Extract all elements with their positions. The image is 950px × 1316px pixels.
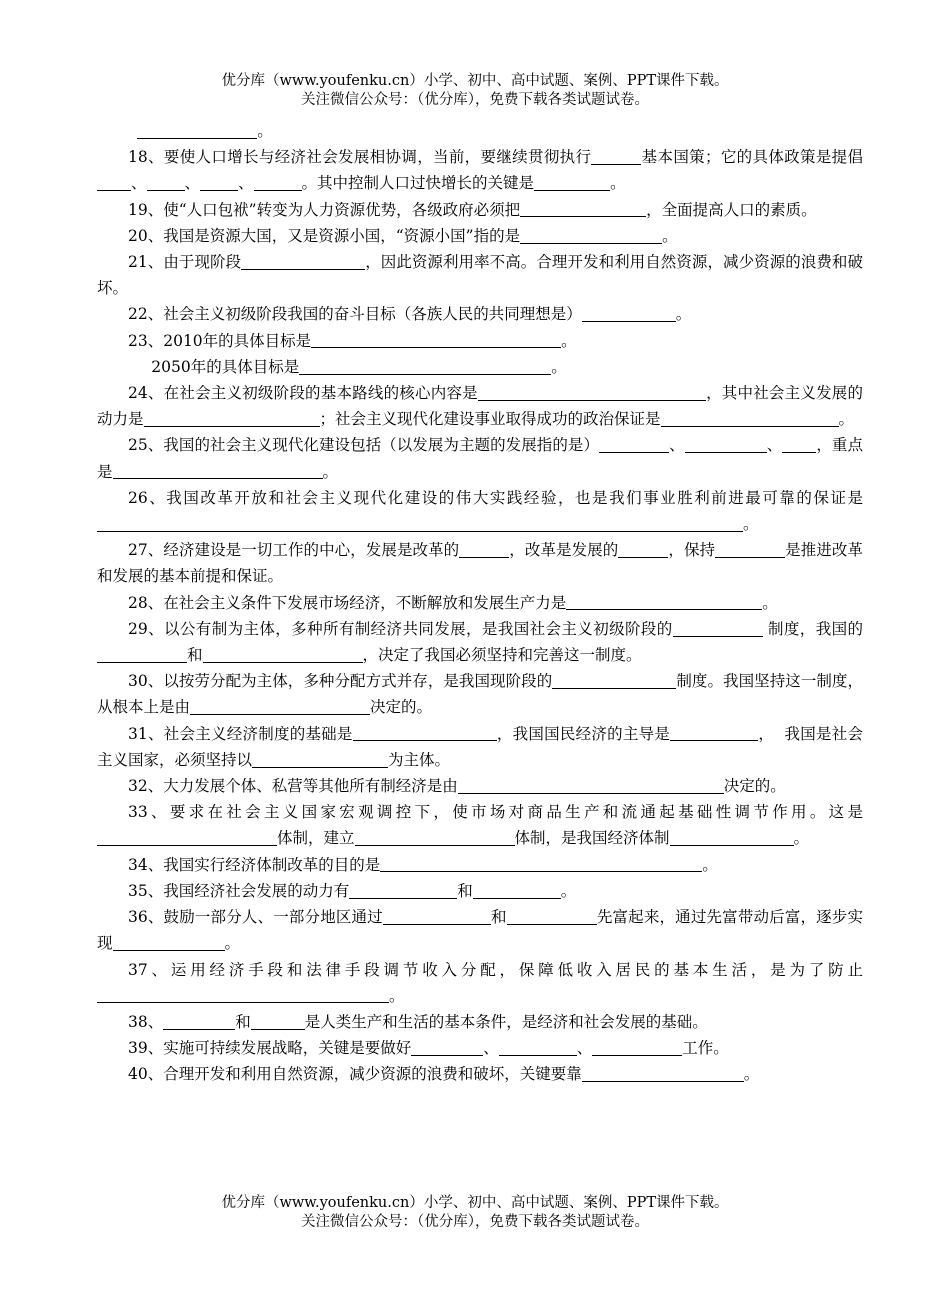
- question-text: 28、在社会主义条件下发展市场经济，不断解放和发展生产力是: [128, 593, 567, 612]
- header-line-2: 关注微信公众号：（优分库），免费下载各类试题试卷。: [301, 92, 649, 108]
- question-q24: [97, 380, 863, 432]
- question-text: ，我国国民经济的主导是: [496, 724, 671, 743]
- answer-blank[interactable]: [520, 226, 662, 243]
- question-list: [97, 118, 863, 1088]
- answer-blank[interactable]: [349, 881, 457, 898]
- answer-blank[interactable]: [520, 200, 646, 217]
- question-text: ，其中社会主义发展的动力是: [97, 384, 863, 429]
- answer-blank[interactable]: [473, 881, 561, 898]
- answer-blank[interactable]: [97, 829, 277, 846]
- answer-blank[interactable]: [97, 986, 389, 1003]
- footer-line-1: 优分库（www.youfenku.cn）小学、初中、高中试题、案例、PPT课件下载。: [221, 1195, 729, 1211]
- answer-blank[interactable]: [241, 253, 365, 270]
- answer-blank[interactable]: [251, 1012, 305, 1029]
- question-text: 。其中控制人口过快增长的关键是: [301, 174, 535, 193]
- question-text: 。: [561, 331, 577, 350]
- question-text: 、: [576, 1039, 593, 1058]
- answer-blank[interactable]: [552, 672, 676, 689]
- question-text: 、: [238, 174, 254, 193]
- answer-blank[interactable]: [252, 750, 388, 767]
- question-text: 32、大力发展个体、私营等其他所有制经济是由: [128, 777, 458, 796]
- answer-blank[interactable]: [203, 646, 363, 663]
- answer-blank[interactable]: [200, 174, 238, 191]
- answer-blank[interactable]: [582, 1065, 744, 1082]
- question-text: 、: [669, 436, 685, 455]
- question-q28: [97, 590, 863, 616]
- page-footer: [0, 1194, 950, 1232]
- answer-blank[interactable]: [670, 724, 758, 741]
- question-text: 制度，我国的: [762, 619, 863, 638]
- question-text: 是人类生产和生活的基本条件，是经济和社会发展的基础。: [304, 1012, 708, 1031]
- question-q36: [97, 904, 863, 956]
- question-text: 为主体。: [388, 750, 451, 769]
- question-text: 38、: [128, 1012, 164, 1031]
- question-text: 。: [551, 357, 567, 376]
- question-text: 。: [743, 515, 759, 534]
- question-text: 34、我国实行经济体制改革的目的是: [128, 855, 381, 874]
- question-q31: [97, 721, 863, 773]
- question-q18: [97, 144, 863, 196]
- question-q37: [97, 957, 863, 1009]
- question-text: 。: [560, 881, 577, 900]
- answer-blank[interactable]: [591, 148, 641, 165]
- question-q34: [97, 852, 863, 878]
- question-text: 21、由于现阶段: [128, 253, 242, 272]
- question-text: 工作。: [682, 1039, 729, 1058]
- answer-blank[interactable]: [190, 698, 370, 715]
- answer-blank[interactable]: [113, 934, 225, 951]
- answer-blank[interactable]: [685, 436, 767, 453]
- question-q26: [97, 485, 863, 537]
- header-line-1: 优分库（www.youfenku.cn）小学、初中、高中试题、案例、PPT课件下载。: [221, 73, 729, 89]
- answer-blank[interactable]: [97, 174, 131, 191]
- question-text: 。: [224, 934, 241, 953]
- answer-blank[interactable]: [299, 357, 551, 374]
- answer-blank[interactable]: [97, 515, 743, 532]
- question-text: 。: [610, 174, 626, 193]
- question-text: 23、2010年的具体目标是: [128, 331, 312, 350]
- answer-blank[interactable]: [97, 646, 187, 663]
- question-text: 决定的。: [370, 698, 433, 717]
- answer-blank[interactable]: [254, 174, 302, 191]
- question-text: 。: [257, 122, 273, 140]
- answer-blank[interactable]: [163, 1012, 235, 1029]
- question-q30: [97, 668, 863, 720]
- question-text: 20、我国是资源大国，又是资源小国，“资源小国”指的是: [128, 226, 521, 245]
- question-text: 体制，建立: [277, 829, 355, 848]
- answer-blank[interactable]: [113, 462, 323, 479]
- question-text: 体制，是我国经济体制: [514, 829, 670, 848]
- answer-blank[interactable]: [459, 541, 509, 558]
- question-text: 决定的。: [723, 777, 786, 796]
- question-text: 。: [675, 305, 692, 324]
- question-q33: [97, 799, 863, 851]
- question-q23b: [97, 354, 863, 380]
- question-text: 31、社会主义经济制度的基础是: [128, 724, 353, 743]
- question-text: 35、我国经济社会发展的动力有: [128, 881, 350, 900]
- answer-blank[interactable]: [137, 122, 257, 139]
- question-text: 。: [389, 986, 405, 1005]
- question-text: ，重点是: [97, 436, 863, 481]
- question-text: 。: [743, 1065, 760, 1084]
- question-text: 29、以公有制为主体，多种所有制经济共同发展，是我国社会主义初级阶段的: [128, 619, 673, 638]
- answer-blank[interactable]: [147, 174, 185, 191]
- question-text: 。: [662, 226, 678, 245]
- question-q38: [97, 1009, 863, 1035]
- question-text: 30、以按劳分配为主体，多种分配方式并存，是我国现阶段的: [128, 672, 553, 691]
- answer-blank[interactable]: [411, 1039, 483, 1056]
- question-text: 33、要求在社会主义国家宏观调控下，使市场对商品生产和流通起基础性调节作用。这是: [128, 803, 863, 822]
- answer-blank[interactable]: [582, 305, 676, 322]
- question-text: 。: [762, 593, 778, 612]
- question-text: 和: [187, 646, 203, 665]
- question-text: 26、我国改革开放和社会主义现代化建设的伟大实践经验，也是我们事业胜利前进最可靠的保证是: [128, 488, 863, 507]
- question-text: 和: [490, 908, 507, 927]
- question-text: 。: [838, 410, 855, 429]
- question-text: 18、要使人口增长与经济社会发展相协调，当前，要继续贯彻执行: [128, 148, 592, 167]
- answer-blank[interactable]: [782, 436, 816, 453]
- question-q25: [97, 432, 863, 484]
- answer-blank[interactable]: [383, 908, 491, 925]
- question-text: ；社会主义现代化建设事业取得成功的政治保证是: [319, 410, 661, 429]
- question-q22: [97, 301, 863, 327]
- question-text: 、: [483, 1039, 499, 1058]
- question-q32: [97, 773, 863, 799]
- answer-blank[interactable]: [618, 541, 668, 558]
- question-q27: [97, 537, 863, 589]
- answer-blank[interactable]: [311, 331, 561, 348]
- question-text: 制度。我国坚持这一制度，从根本上是由: [97, 672, 863, 717]
- question-q35: [97, 878, 863, 904]
- question-text: 是推进改革和发展的基本前提和保证。: [97, 541, 863, 586]
- question-q23a: [97, 328, 863, 354]
- question-q17-tail: [97, 118, 863, 144]
- answer-blank[interactable]: [599, 436, 669, 453]
- answer-blank[interactable]: [534, 174, 610, 191]
- answer-blank[interactable]: [670, 829, 794, 846]
- question-text: 基本国策；它的具体政策是提倡: [641, 148, 863, 167]
- question-text: 和: [235, 1012, 251, 1031]
- page-header: [0, 72, 950, 110]
- question-text: ，保持: [668, 541, 716, 560]
- question-text: ，决定了我国必须坚持和完善这一制度。: [362, 646, 642, 665]
- question-q20: [97, 223, 863, 249]
- question-q19: [97, 197, 863, 223]
- question-text: 27、经济建设是一切工作的中心，发展是改革的: [128, 541, 460, 560]
- question-text: 先富起来，通过先富带动后富，逐步实现: [97, 908, 863, 953]
- answer-blank[interactable]: [507, 908, 597, 925]
- question-q21: [97, 249, 863, 301]
- question-text: 。: [322, 462, 339, 481]
- answer-blank[interactable]: [458, 777, 724, 794]
- footer-line-2: 关注微信公众号：（优分库），免费下载各类试题试卷。: [301, 1214, 649, 1230]
- question-q39: [97, 1035, 863, 1061]
- question-q29: [97, 616, 863, 668]
- answer-blank[interactable]: [380, 855, 702, 872]
- question-text: 2050年的具体目标是: [151, 357, 300, 376]
- answer-blank[interactable]: [353, 724, 497, 741]
- question-text: ，改革是发展的: [509, 541, 619, 560]
- question-text: ， 我国是社会主义国家，必须坚持以: [97, 724, 863, 769]
- answer-blank[interactable]: [355, 829, 515, 846]
- question-text: ，全面提高人口的素质。: [646, 200, 817, 219]
- question-text: 36、鼓励一部分人、一部分地区通过: [128, 908, 383, 927]
- question-text: 和: [457, 881, 473, 900]
- answer-blank[interactable]: [144, 410, 320, 427]
- question-text: 25、我国的社会主义现代化建设包括（以发展为主题的发展指的是）: [128, 436, 600, 455]
- answer-blank[interactable]: [478, 384, 706, 401]
- question-text: 、: [131, 174, 147, 193]
- answer-blank[interactable]: [715, 541, 785, 558]
- question-text: 40、合理开发和利用自然资源，减少资源的浪费和破坏，关键要靠: [128, 1065, 582, 1084]
- answer-blank[interactable]: [499, 1039, 577, 1056]
- question-text: 37、运用经济手段和法律手段调节收入分配，保障低收入居民的基本生活，是为了防止: [128, 960, 863, 979]
- question-text: 22、社会主义初级阶段我国的奋斗目标（各族人民的共同理想是）: [128, 305, 582, 324]
- answer-blank[interactable]: [566, 593, 762, 610]
- question-text: 、: [184, 174, 201, 193]
- question-text: 。: [793, 829, 810, 848]
- answer-blank[interactable]: [592, 1039, 682, 1056]
- question-text: 39、实施可持续发展战略，关键是要做好: [128, 1039, 412, 1058]
- question-text: 19、使“人口包袱”转变为人力资源优势，各级政府必须把: [128, 200, 521, 219]
- answer-blank[interactable]: [661, 410, 839, 427]
- question-q40: [97, 1061, 863, 1087]
- question-text: 24、在社会主义初级阶段的基本路线的核心内容是: [128, 384, 478, 403]
- answer-blank[interactable]: [673, 619, 763, 636]
- question-text: ，因此资源利用率不高。合理开发和利用自然资源，减少资源的浪费和破坏。: [97, 253, 863, 298]
- question-text: 、: [766, 436, 783, 455]
- question-text: 。: [702, 855, 718, 874]
